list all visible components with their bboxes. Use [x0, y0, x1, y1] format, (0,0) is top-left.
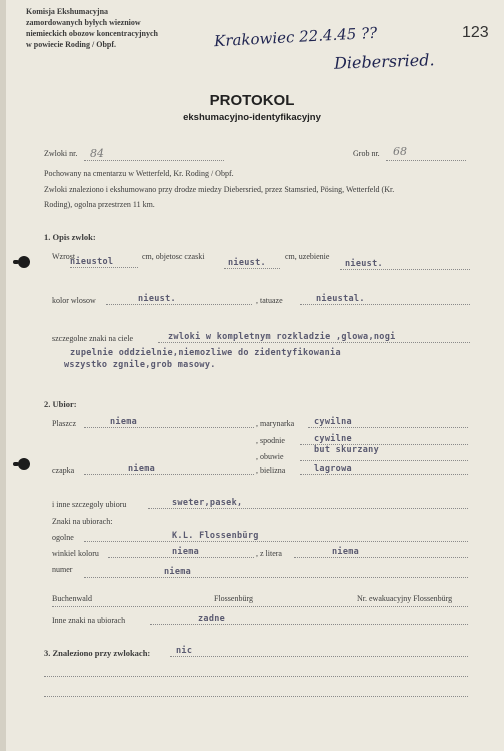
czapka-value: niema — [128, 464, 156, 474]
zwloki-label: Zwloki nr. — [44, 149, 78, 158]
spodnie-label: , spodnie — [256, 436, 285, 445]
ogolne-line — [84, 541, 468, 542]
numer-label: numer — [52, 565, 73, 574]
ogolne-value: K.L. Flossenbürg — [172, 531, 259, 541]
inne-znaki-line — [150, 624, 468, 625]
plaszcz-value: niema — [110, 417, 138, 427]
document-title: PROTOKOL — [209, 92, 295, 109]
litera-label: , z litera — [256, 549, 282, 558]
numer-line — [84, 577, 468, 578]
blank-line-2 — [44, 696, 468, 697]
cm-objetosc-label: cm, objetosc czaski — [142, 252, 205, 261]
grob-line — [386, 160, 466, 161]
czaska-line — [224, 268, 280, 269]
winkiel-value: niema — [172, 547, 200, 557]
handwritten-place: Diebersried. — [333, 50, 435, 73]
litera-line — [294, 557, 468, 558]
obuwie-label: , obuwie — [256, 452, 284, 461]
winkiel-line — [108, 557, 254, 558]
inne-znaki-label: Inne znaki na ubiorach — [52, 616, 126, 625]
obuwie-line — [300, 460, 468, 461]
plaszcz-line — [84, 427, 254, 428]
section3-line — [170, 656, 468, 657]
znaki-ubior-label: Znaki na ubiorach: — [52, 517, 113, 526]
kolor-value: nieust. — [138, 294, 176, 304]
litera-value: niema — [332, 547, 360, 557]
punch-hole-top — [18, 256, 30, 268]
spodnie-value: cywilne — [314, 434, 352, 444]
intro-line-3: Roding), ogolna przestrzen 11 km. — [44, 200, 155, 209]
org-block — [26, 6, 158, 50]
org-line-4: w powiecie Roding / Obpf. — [26, 40, 117, 49]
blank-line-1 — [44, 676, 468, 677]
kolor-line — [106, 304, 252, 305]
obuwie-value: but skurzany — [314, 445, 380, 455]
marynarka-label: , marynarka — [256, 419, 295, 428]
wzrost-line — [70, 267, 138, 268]
tatuaze-value: nieustal. — [316, 294, 365, 304]
bielizna-value: lagrowa — [314, 464, 352, 474]
page-number: 123 — [462, 24, 489, 41]
intro-line-2: Zwloki znaleziono i ekshumowano przy drodze miedzy Diebersried, przez Stamsried, Pösing, Wetterfeld (Kr. — [44, 185, 395, 194]
tatuaze-label: , tatuaze — [256, 296, 283, 305]
cm-uzebienie-label: cm, uzebienie — [285, 252, 330, 261]
org-line-3: niemieckich obozow koncentracyjnych — [26, 29, 158, 38]
czapka-line — [84, 474, 254, 475]
grob-label: Grob nr. — [353, 149, 380, 158]
org-line-1: Komisja Ekshumacyjna — [26, 7, 109, 16]
bielizna-label: , bielizna — [256, 466, 286, 475]
uzebienie-line — [340, 269, 470, 270]
punch-hole-middle — [18, 458, 30, 470]
plaszcz-label: Plaszcz — [52, 419, 76, 428]
znaki-line-3: wszystko zgnile,grob masowy. — [64, 360, 216, 370]
ogolne-label: ogolne — [52, 533, 74, 542]
section3-heading: 3. Znaleziono przy zwlokach: — [44, 648, 151, 658]
handwritten-date: Krakowiec 22.4.45 ?? — [213, 23, 378, 51]
uzebienie-value: nieust. — [345, 259, 383, 269]
inne-znaki-value: zadne — [198, 614, 226, 624]
czapka-label: czapka — [52, 466, 75, 475]
winkiel-label: winkiel koloru — [52, 549, 99, 558]
inne-value: sweter,pasek, — [172, 498, 243, 508]
zwloki-value: 84 — [90, 147, 104, 160]
inne-label: i inne szczegoly ubioru — [52, 500, 127, 509]
znaki-line-2: zupelnie oddzielnie,niemozliwe do zidentyfikowania — [70, 348, 341, 358]
znaki-rule-1 — [158, 342, 470, 343]
org-line-2: zamordowanych byłych wiezniow — [26, 18, 141, 27]
zwloki-line — [84, 160, 224, 161]
ewakuacyjny-line — [52, 606, 468, 607]
wzrost-value: nieustol — [70, 257, 114, 267]
grob-value: 68 — [393, 145, 407, 158]
intro-line-1: Pochowany na cmentarzu w Wetterfeld, Kr. Roding / Obpf. — [44, 169, 234, 178]
marynarka-line — [308, 427, 468, 428]
znaki-line-1: zwloki w kompletnym rozkladzie ,glowa,nogi — [168, 332, 396, 342]
section2-heading: 2. Ubior: — [44, 399, 77, 409]
znaki-label: szczegolne znaki na ciele — [52, 334, 134, 343]
wzrost-label: Wzrost — [52, 252, 76, 261]
flossenburg-label: Flossenbürg — [214, 594, 253, 603]
document-subtitle: ekshumacyjno-identyfikacyjny — [183, 112, 321, 123]
numer-value: niema — [164, 567, 192, 577]
inne-line — [148, 508, 468, 509]
bielizna-line — [300, 474, 468, 475]
section1-heading: 1. Opis zwlok: — [44, 232, 96, 242]
tatuaze-line — [300, 304, 470, 305]
buchenwald-label: Buchenwald — [52, 594, 92, 603]
section3-value: nic — [176, 646, 193, 656]
czaska-value: nieust. — [228, 258, 266, 268]
ewakuacyjny-label: Nr. ewakuacyjny Flossenbürg — [357, 594, 453, 603]
kolor-label: kolor wlosow — [52, 296, 96, 305]
marynarka-value: cywilna — [314, 417, 352, 427]
